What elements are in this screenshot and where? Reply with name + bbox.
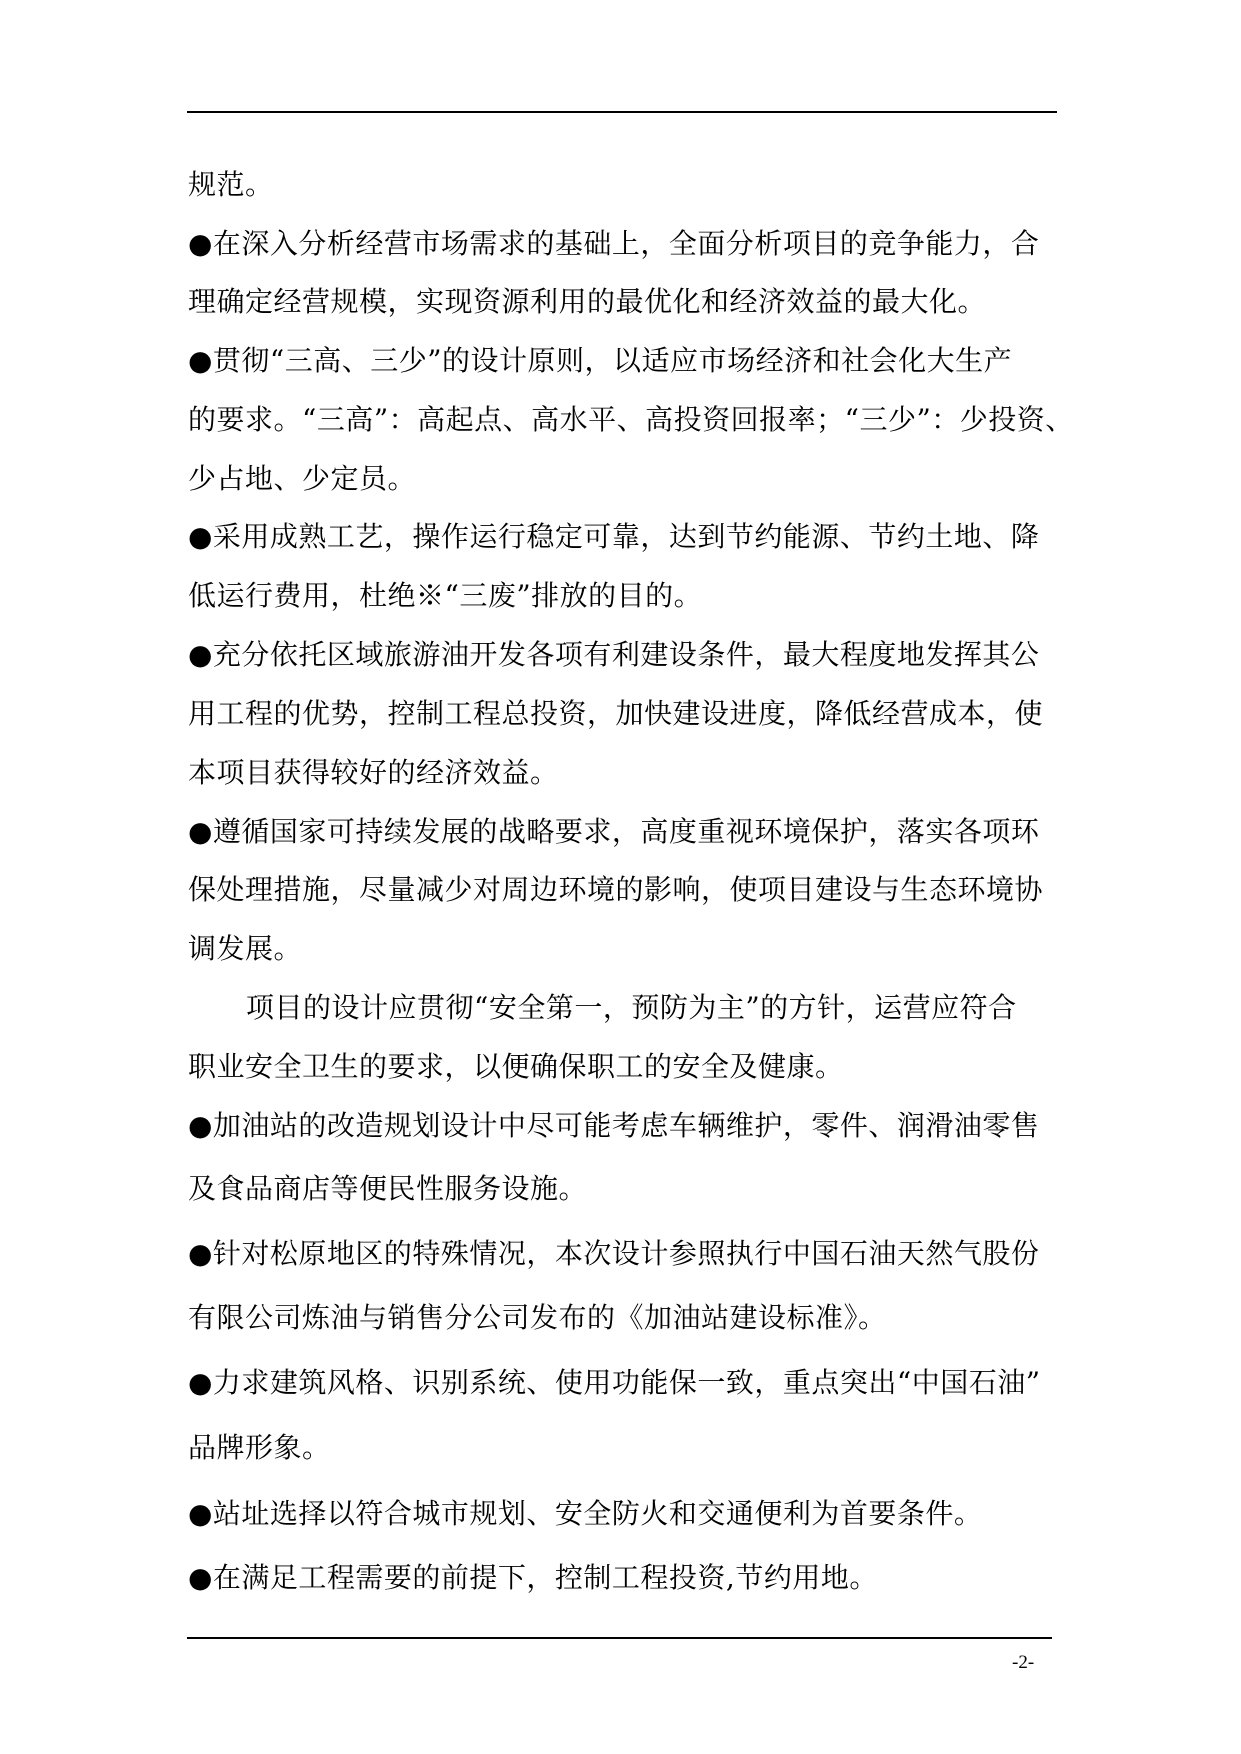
- page-number: -2-: [1012, 1652, 1035, 1673]
- text-line: 本项目获得较好的经济效益。: [188, 756, 559, 789]
- text-line: ●力求建筑风格、识别系统、使用功能保一致，重点突出“中国石油”: [188, 1366, 1041, 1399]
- text-line: 理确定经营规模，实现资源利用的最优化和经济效益的最大化。: [188, 285, 987, 318]
- text-line: 及食品商店等便民性服务设施。: [188, 1172, 588, 1205]
- text-line: 调发展。: [188, 932, 303, 965]
- text-line: 低运行费用，杜绝※“三废”排放的目的。: [188, 579, 703, 612]
- text-line: ●采用成熟工艺，操作运行稳定可靠，达到节约能源、节约土地、降: [188, 520, 1040, 553]
- text-line: 规范。: [188, 168, 274, 201]
- text-line: ●贯彻“三高、三少”的设计原则，以适应市场经济和社会化大生产: [188, 344, 1013, 377]
- footer-rule: [187, 1637, 1052, 1639]
- text-line: 保处理措施，尽量减少对周边环境的影响，使项目建设与生态环境协: [188, 873, 1044, 906]
- text-line: 少占地、少定员。: [188, 462, 417, 495]
- text-line: ●加油站的改造规划设计中尽可能考虑车辆维护，零件、润滑油零售: [188, 1109, 1040, 1142]
- text-line: 品牌形象。: [188, 1431, 331, 1464]
- text-line: 有限公司炼油与销售分公司发布的《加油站建设标准》。: [188, 1301, 887, 1334]
- text-line: ●站址选择以符合城市规划、安全防火和交通便利为首要条件。: [188, 1497, 983, 1530]
- header-rule: [187, 111, 1057, 113]
- text-line: 职业安全卫生的要求，以便确保职工的安全及健康。: [188, 1050, 844, 1083]
- text-line: ●遵循国家可持续发展的战略要求，高度重视环境保护，落实各项环: [188, 815, 1040, 848]
- text-line: 项目的设计应贯彻“安全第一，预防为主”的方针，运营应符合: [246, 991, 1017, 1024]
- text-line: ●针对松原地区的特殊情况，本次设计参照执行中国石油天然气股份: [188, 1237, 1040, 1270]
- text-line: 的要求。“三高”：高起点、高水平、高投资回报率；“三少”：少投资、: [188, 403, 1074, 436]
- text-line: 用工程的优势，控制工程总投资，加快建设进度，降低经营成本，使: [188, 697, 1044, 730]
- text-line: ●在深入分析经营市场需求的基础上，全面分析项目的竞争能力，合: [188, 227, 1040, 260]
- text-line: ●充分依托区域旅游油开发各项有利建设条件，最大程度地发挥其公: [188, 638, 1040, 671]
- text-line: ●在满足工程需要的前提下，控制工程投资,节约用地。: [188, 1561, 878, 1594]
